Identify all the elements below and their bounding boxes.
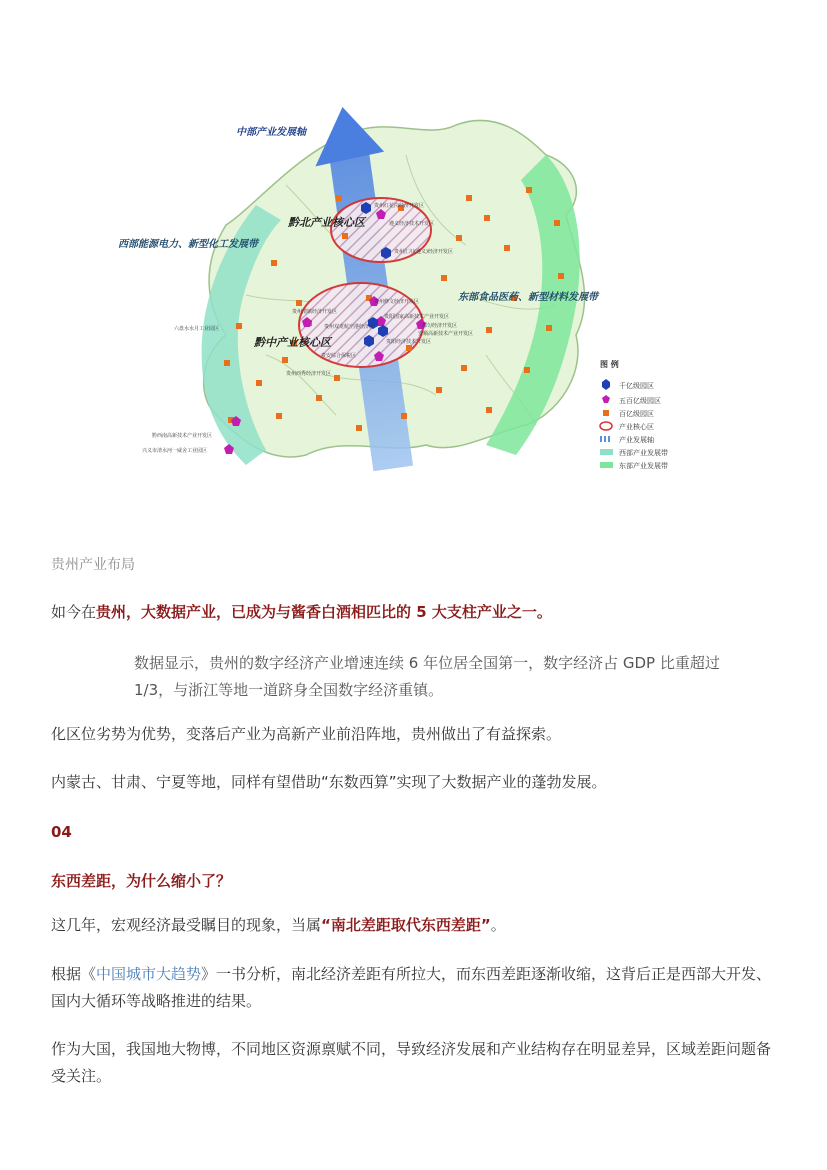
legend-title: 图 例 <box>600 360 619 369</box>
legend-hexagon-icon <box>602 379 610 390</box>
paragraph-2: 化区位劣势为优势，变落后产业为高新产业前沿阵地，贵州做出了有益探索。 <box>51 725 562 743</box>
label-west-belt: 西部能源电力、新型化工发展带 <box>118 239 258 250</box>
paragraph-4 <box>51 912 781 939</box>
label-duyun: 都匀经济开发区 <box>422 323 458 329</box>
guizhou-industry-map <box>106 95 686 495</box>
label-gy-bonded: 贵安综合保税区 <box>321 353 357 359</box>
legend-item-3: 产业核心区 <box>619 423 654 431</box>
legend-item-6: 东部产业发展带 <box>619 462 668 470</box>
legend-item-2: 百亿级园区 <box>619 410 654 418</box>
label-gy-econ: 贵阳经济技术开发区 <box>386 339 432 345</box>
legend-item-5: 西部产业发展带 <box>619 449 668 457</box>
legend-stripe-icon <box>600 436 610 442</box>
legend-green-band-icon <box>600 462 613 468</box>
label-east-belt: 东部食品医药、新型材料发展带 <box>458 292 598 303</box>
label-anshun: 安顺高新技术产业开发区 <box>418 331 474 337</box>
paragraph-6: 作为大国，我国地大物博，不同地区资源禀赋不同，导致经济发展和产业结构存在明显差异，区域差距问题备受关注。 <box>51 1040 772 1085</box>
legend-ellipse-icon <box>600 422 612 430</box>
label-zunyi-hitech: 遵义经济技术开发区 <box>389 221 435 227</box>
section-number: 04 <box>51 823 72 841</box>
label-xixiu: 贵州西秀经济开发区 <box>286 371 332 377</box>
book-link[interactable]: 中国城市大趋势 <box>96 965 202 983</box>
label-xingyi: 兴义市清水河一威舍工业园区 <box>142 448 208 454</box>
p4-prefix: 这几年，宏观经济最受瞩目的现象，当属 <box>51 916 322 934</box>
label-central-axis: 中部产业发展轴 <box>236 127 306 138</box>
p5-suffix: 》一书分析，南北经济差距有所拉大，而东西差距逐渐收缩，这背后正是西部大开发、国内大循环等战略推进的结果。 <box>51 965 772 1010</box>
label-qianxinan: 黔西南高新技术产业开发区 <box>152 433 213 439</box>
label-zunyi-econ: 贵州红花岗经济开发区 <box>374 203 425 209</box>
label-gy-hitech: 贵阳国家高新技术产业开发区 <box>384 314 450 320</box>
label-zunyi-huichuan: 贵州汇川(遵义)经济开发区 <box>394 249 453 255</box>
p5-prefix: 根据《 <box>51 965 97 983</box>
label-shuanglong: 贵州双龙航空港经济区 <box>324 324 375 330</box>
label-gy-culture: 贵州修文经济开发区 <box>374 299 420 305</box>
legend-square-icon <box>603 410 609 416</box>
legend-item-0: 千亿级园区 <box>619 382 654 390</box>
legend-item-1: 五百亿级园区 <box>619 397 661 405</box>
paragraph-5 <box>51 961 781 1015</box>
legend-teal-band-icon <box>600 449 613 455</box>
p4-highlight: “南北差距取代东西差距” <box>321 916 491 934</box>
legend-pentagon-icon <box>602 395 610 403</box>
map-caption: 贵州产业布局 <box>51 557 135 573</box>
paragraph-3: 内蒙古、甘肃、宁夏等地，同样有望借助“东数西算”实现了大数据产业的蓬勃发展。 <box>51 773 607 791</box>
label-qingzhen: 贵州清镇经济开发区 <box>292 309 338 315</box>
blockquote: 数据显示，贵州的数字经济产业增速连续 6 年位居全国第一，数字经济占 GDP 比重超过 1/3，与浙江等地一道跻身全国数字经济重镇。 <box>134 654 720 699</box>
p1-prefix: 如今在 <box>51 603 97 621</box>
label-liupanshui: 六盘水水月工业园区 <box>174 326 220 332</box>
section-title: 东西差距，为什么缩小了？ <box>51 872 232 890</box>
legend-item-4: 产业发展轴 <box>619 436 654 444</box>
label-north-core: 黔北产业核心区 <box>288 216 365 229</box>
p1-highlight: 贵州，大数据产业，已成为与酱香白酒相匹比的 5 大支柱产业之一。 <box>96 603 552 621</box>
map-legend <box>600 359 668 470</box>
paragraph-1 <box>51 599 781 626</box>
label-central-core: 黔中产业核心区 <box>254 336 331 349</box>
p4-suffix: 。 <box>490 916 506 934</box>
